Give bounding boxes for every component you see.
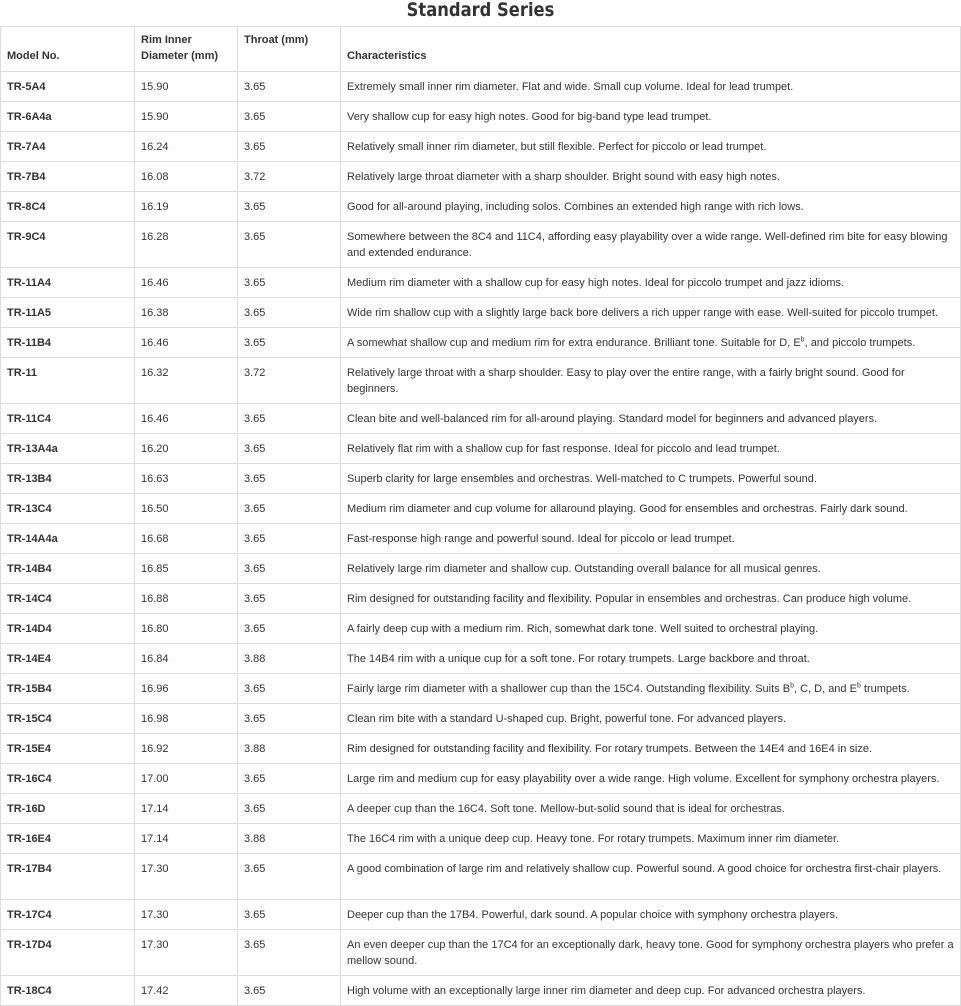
model-cell: TR-11A4 [1, 268, 135, 298]
rim-diameter-cell: 15.90 [135, 102, 238, 132]
table-row [1, 192, 961, 222]
rim-diameter-cell: 17.14 [135, 824, 238, 854]
throat-cell: 3.65 [238, 764, 341, 794]
characteristics-cell: Relatively flat rim with a shallow cup for fast response. Ideal for piccolo and lead trumpet. [341, 434, 961, 464]
characteristics-text: trumpets. [860, 683, 910, 695]
table-row [1, 328, 961, 358]
rim-diameter-cell: 17.30 [135, 900, 238, 930]
characteristics-cell: An even deeper cup than the 17C4 for an exceptionally dark, heavy tone. Good for symphony orchestra players who prefer a mellow sound. [341, 930, 961, 976]
rim-diameter-cell: 16.80 [135, 614, 238, 644]
characteristics-cell: Medium rim diameter and cup volume for allaround playing. Good for ensembles and orchestras. Fairly dark sound. [341, 494, 961, 524]
characteristics-cell [341, 328, 961, 358]
rim-diameter-cell: 16.88 [135, 584, 238, 614]
model-cell: TR-15C4 [1, 704, 135, 734]
characteristics-cell: Relatively large throat with a sharp shoulder. Easy to play over the entire range, with a fairly bright sound. Good for beginners. [341, 358, 961, 404]
table-row [1, 464, 961, 494]
model-cell: TR-11A5 [1, 298, 135, 328]
throat-cell: 3.65 [238, 674, 341, 704]
characteristics-cell: Good for all-around playing, including solos. Combines an extended high range with rich lows. [341, 192, 961, 222]
table-row [1, 358, 961, 404]
throat-cell: 3.65 [238, 102, 341, 132]
model-cell: TR-15E4 [1, 734, 135, 764]
model-cell: TR-14B4 [1, 554, 135, 584]
characteristics-cell: High volume with an exceptionally large inner rim diameter and deep cup. For advanced orchestra players. [341, 976, 961, 1006]
characteristics-cell: A deeper cup than the 16C4. Soft tone. Mellow-but-solid sound that is ideal for orchestras. [341, 794, 961, 824]
rim-diameter-cell: 16.24 [135, 132, 238, 162]
table-row [1, 72, 961, 102]
characteristics-cell: Clean bite and well-balanced rim for all-around playing. Standard model for beginners and advanced players. [341, 404, 961, 434]
throat-cell: 3.72 [238, 162, 341, 192]
throat-cell: 3.65 [238, 524, 341, 554]
characteristics-cell [341, 674, 961, 704]
throat-cell: 3.72 [238, 358, 341, 404]
throat-cell: 3.88 [238, 824, 341, 854]
throat-cell: 3.65 [238, 976, 341, 1006]
rim-diameter-cell: 16.50 [135, 494, 238, 524]
flat-superscript: b [856, 682, 861, 690]
table-row [1, 794, 961, 824]
model-cell: TR-16D [1, 794, 135, 824]
throat-cell: 3.65 [238, 222, 341, 268]
model-cell: TR-14C4 [1, 584, 135, 614]
rim-diameter-cell: 16.32 [135, 358, 238, 404]
model-cell: TR-17B4 [1, 854, 135, 900]
characteristics-cell: The 16C4 rim with a unique deep cup. Heavy tone. For rotary trumpets. Maximum inner rim diameter. [341, 824, 961, 854]
table-row [1, 704, 961, 734]
characteristics-cell: Medium rim diameter with a shallow cup for easy high notes. Ideal for piccolo trumpet and jazz idioms. [341, 268, 961, 298]
throat-cell: 3.65 [238, 704, 341, 734]
table-row [1, 900, 961, 930]
table-row [1, 614, 961, 644]
characteristics-cell: Superb clarity for large ensembles and orchestras. Well-matched to C trumpets. Powerful sound. [341, 464, 961, 494]
characteristics-cell: Wide rim shallow cup with a slightly large back bore delivers a rich upper range with ease. Well-suited for piccolo trumpet. [341, 298, 961, 328]
model-cell: TR-7A4 [1, 132, 135, 162]
rim-diameter-cell: 16.20 [135, 434, 238, 464]
rim-diameter-cell: 16.96 [135, 674, 238, 704]
model-cell: TR-6A4a [1, 102, 135, 132]
throat-cell: 3.88 [238, 734, 341, 764]
rim-diameter-cell: 16.46 [135, 328, 238, 358]
model-cell: TR-8C4 [1, 192, 135, 222]
model-cell: TR-13B4 [1, 464, 135, 494]
throat-cell: 3.65 [238, 464, 341, 494]
model-cell: TR-14A4a [1, 524, 135, 554]
throat-cell: 3.65 [238, 614, 341, 644]
characteristics-cell: Deeper cup than the 17B4. Powerful, dark sound. A popular choice with symphony orchestra players. [341, 900, 961, 930]
table-row [1, 764, 961, 794]
characteristics-cell: Fast-response high range and powerful sound. Ideal for piccolo or lead trumpet. [341, 524, 961, 554]
table-body [1, 72, 961, 1006]
table-row [1, 162, 961, 192]
table-row [1, 524, 961, 554]
characteristics-text: , C, D, and E [793, 683, 857, 695]
throat-cell: 3.65 [238, 930, 341, 976]
table-row [1, 674, 961, 704]
rim-diameter-cell: 17.30 [135, 854, 238, 900]
rim-diameter-cell: 15.90 [135, 72, 238, 102]
rim-diameter-cell: 16.46 [135, 404, 238, 434]
model-cell: TR-17D4 [1, 930, 135, 976]
table-row [1, 554, 961, 584]
characteristics-cell: Relatively large throat diameter with a sharp shoulder. Bright sound with easy high notes. [341, 162, 961, 192]
rim-diameter-cell: 17.14 [135, 794, 238, 824]
characteristics-cell: Large rim and medium cup for easy playability over a wide range. High volume. Excellent for symphony orchestra players. [341, 764, 961, 794]
rim-diameter-cell: 17.42 [135, 976, 238, 1006]
table-row [1, 102, 961, 132]
model-cell: TR-9C4 [1, 222, 135, 268]
throat-cell: 3.65 [238, 434, 341, 464]
throat-cell: 3.65 [238, 72, 341, 102]
characteristics-cell: The 14B4 rim with a unique cup for a soft tone. For rotary trumpets. Large backbore and throat. [341, 644, 961, 674]
throat-cell: 3.65 [238, 584, 341, 614]
table-row [1, 854, 961, 900]
model-cell: TR-7B4 [1, 162, 135, 192]
table-row [1, 644, 961, 674]
table-row [1, 734, 961, 764]
rim-diameter-cell: 16.63 [135, 464, 238, 494]
throat-cell: 3.65 [238, 494, 341, 524]
table-row [1, 404, 961, 434]
model-cell: TR-15B4 [1, 674, 135, 704]
header-characteristics: Characteristics [341, 27, 961, 72]
throat-cell: 3.65 [238, 268, 341, 298]
mouthpiece-table [0, 26, 961, 1006]
table-header-row [1, 27, 961, 72]
throat-cell: 3.65 [238, 854, 341, 900]
table-row [1, 434, 961, 464]
rim-diameter-cell: 16.84 [135, 644, 238, 674]
model-cell: TR-16C4 [1, 764, 135, 794]
table-row [1, 824, 961, 854]
throat-cell: 3.65 [238, 404, 341, 434]
characteristics-cell: Rim designed for outstanding facility and flexibility. For rotary trumpets. Between the 14E4 and 16E4 in size. [341, 734, 961, 764]
throat-cell: 3.65 [238, 554, 341, 584]
rim-diameter-cell: 16.98 [135, 704, 238, 734]
model-cell: TR-11 [1, 358, 135, 404]
model-cell: TR-18C4 [1, 976, 135, 1006]
throat-cell: 3.65 [238, 132, 341, 162]
characteristics-cell: Relatively small inner rim diameter, but still flexible. Perfect for piccolo or lead trumpet. [341, 132, 961, 162]
throat-cell: 3.65 [238, 900, 341, 930]
model-cell: TR-14E4 [1, 644, 135, 674]
characteristics-cell: Rim designed for outstanding facility and flexibility. Popular in ensembles and orchestras. Can produce high volume. [341, 584, 961, 614]
throat-cell: 3.88 [238, 644, 341, 674]
rim-diameter-cell: 16.46 [135, 268, 238, 298]
characteristics-cell: Relatively large rim diameter and shallow cup. Outstanding overall balance for all musical genres. [341, 554, 961, 584]
table-row [1, 298, 961, 328]
characteristics-text: Fairly large rim diameter with a shallower cup than the 15C4. Outstanding flexibility. Suits B [347, 683, 791, 695]
rim-diameter-cell: 16.92 [135, 734, 238, 764]
characteristics-cell: Clean rim bite with a standard U-shaped cup. Bright, powerful tone. For advanced players. [341, 704, 961, 734]
characteristics-cell: Extremely small inner rim diameter. Flat and wide. Small cup volume. Ideal for lead trumpet. [341, 72, 961, 102]
table-row [1, 494, 961, 524]
table-row [1, 268, 961, 298]
header-rim-diameter: Rim Inner Diameter (mm) [135, 27, 238, 72]
model-cell: TR-13C4 [1, 494, 135, 524]
model-cell: TR-16E4 [1, 824, 135, 854]
table-row [1, 930, 961, 976]
characteristics-text: , and piccolo trumpets. [804, 337, 916, 349]
rim-diameter-cell: 17.00 [135, 764, 238, 794]
rim-diameter-cell: 16.68 [135, 524, 238, 554]
characteristics-cell: Somewhere between the 8C4 and 11C4, affording easy playability over a wide range. Well-defined rim bite for easy blowing and extended endurance. [341, 222, 961, 268]
characteristics-text: A somewhat shallow cup and medium rim for extra endurance. Brilliant tone. Suitable for D, E [347, 337, 801, 349]
table-row [1, 976, 961, 1006]
rim-diameter-cell: 16.19 [135, 192, 238, 222]
flat-superscript: b [800, 336, 805, 344]
model-cell: TR-5A4 [1, 72, 135, 102]
model-cell: TR-14D4 [1, 614, 135, 644]
characteristics-cell: Very shallow cup for easy high notes. Good for big-band type lead trumpet. [341, 102, 961, 132]
rim-diameter-cell: 16.38 [135, 298, 238, 328]
model-cell: TR-11C4 [1, 404, 135, 434]
throat-cell: 3.65 [238, 298, 341, 328]
throat-cell: 3.65 [238, 192, 341, 222]
table-row [1, 222, 961, 268]
rim-diameter-cell: 16.08 [135, 162, 238, 192]
model-cell: TR-13A4a [1, 434, 135, 464]
model-cell: TR-17C4 [1, 900, 135, 930]
header-model: Model No. [1, 27, 135, 72]
characteristics-cell: A good combination of large rim and relatively shallow cup. Powerful sound. A good choice for orchestra first-chair players. [341, 854, 961, 900]
rim-diameter-cell: 17.30 [135, 930, 238, 976]
flat-superscript: b [790, 682, 794, 690]
rim-diameter-cell: 16.28 [135, 222, 238, 268]
table-row [1, 584, 961, 614]
characteristics-cell: A fairly deep cup with a medium rim. Rich, somewhat dark tone. Well suited to orchestral playing. [341, 614, 961, 644]
header-throat: Throat (mm) [238, 27, 341, 72]
throat-cell: 3.65 [238, 328, 341, 358]
rim-diameter-cell: 16.85 [135, 554, 238, 584]
table-row [1, 132, 961, 162]
throat-cell: 3.65 [238, 794, 341, 824]
model-cell: TR-11B4 [1, 328, 135, 358]
page-title: Standard Series [406, 0, 555, 21]
